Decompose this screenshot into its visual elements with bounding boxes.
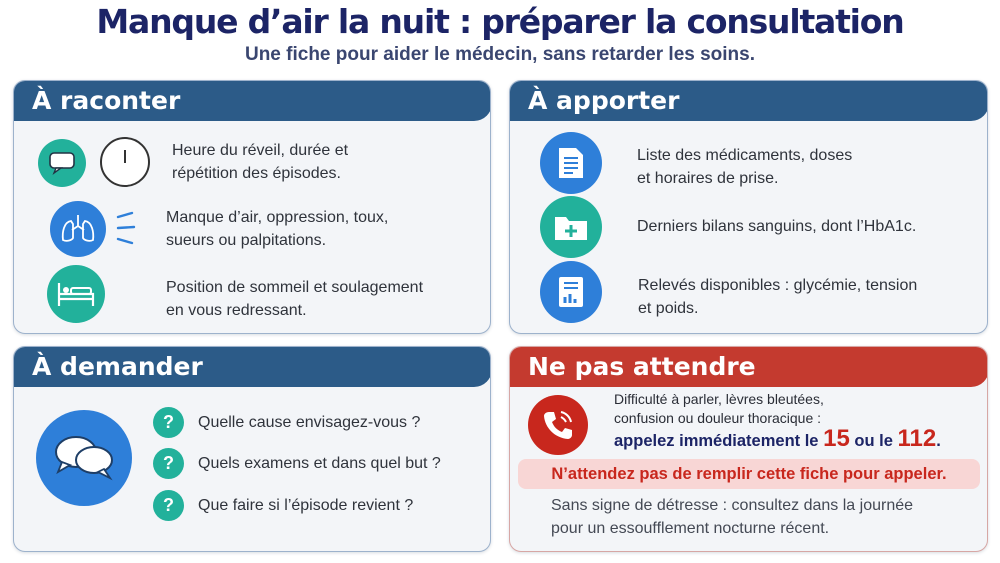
clock-icon <box>100 137 150 187</box>
demander-question-1: Quelle cause envisagez-vous ? <box>198 414 421 431</box>
apporter-item-1: Liste des médicaments, doses et horaires de prise. <box>637 147 853 187</box>
bed-icon <box>47 265 105 323</box>
page-title: Manque d’air la nuit : préparer la consultation <box>96 2 904 41</box>
apporter-item-2: Derniers bilans sanguins, dont l’HbA1c. <box>637 218 917 235</box>
raconter-item-1: Heure du réveil, durée et répétition des épisodes. <box>172 142 349 182</box>
apporter-item-3: Relevés disponibles : glycémie, tension et poids. <box>638 277 918 317</box>
panel-demander <box>13 346 491 552</box>
speech-bubble-icon <box>38 139 86 187</box>
page-subtitle: Une fiche pour aider le médecin, sans retarder les soins. <box>244 44 756 65</box>
raconter-item-2: Manque d’air, oppression, toux, sueurs ou palpitations. <box>166 209 389 249</box>
panel-demander-heading: À demander <box>14 347 491 387</box>
phone-icon <box>528 395 588 455</box>
question-mark-icon: ? <box>153 448 184 479</box>
chart-report-icon <box>540 261 602 323</box>
emergency-number-15: 15 <box>823 425 850 452</box>
raconter-item-3: Position de sommeil et soulagement en vous redressant. <box>166 279 424 319</box>
panel-raconter-heading: À raconter <box>14 81 491 121</box>
emergency-symptoms: Difficulté à parler, lèvres bleutées, confusion ou douleur thoracique : <box>614 391 824 426</box>
document-list-icon <box>540 132 602 194</box>
panel-raconter <box>13 80 491 334</box>
panel-apporter-heading: À apporter <box>510 81 988 121</box>
breath-lines-icon <box>114 211 138 250</box>
question-mark-icon: ? <box>153 490 184 521</box>
medical-folder-icon <box>540 196 602 258</box>
chat-bubbles-icon <box>36 410 132 506</box>
emergency-warning: N’attendez pas de remplir cette fiche pour appeler. <box>518 459 980 489</box>
demander-question-3: Que faire si l’épisode revient ? <box>198 497 414 514</box>
question-mark-icon: ? <box>153 407 184 438</box>
emergency-number-112: 112 <box>897 425 937 452</box>
panel-apporter <box>509 80 988 334</box>
demander-question-2: Quels examens et dans quel but ? <box>198 455 441 472</box>
non-urgent-note: Sans signe de détresse : consultez dans la journée pour un essoufflement nocturne récent. <box>551 497 914 537</box>
lungs-icon <box>50 201 106 257</box>
panel-ne-pas-attendre <box>509 346 988 552</box>
emergency-call-line: appelez immédiatement le 15 ou le 112. <box>614 425 941 452</box>
panel-ne-pas-attendre-heading: Ne pas attendre <box>510 347 988 387</box>
